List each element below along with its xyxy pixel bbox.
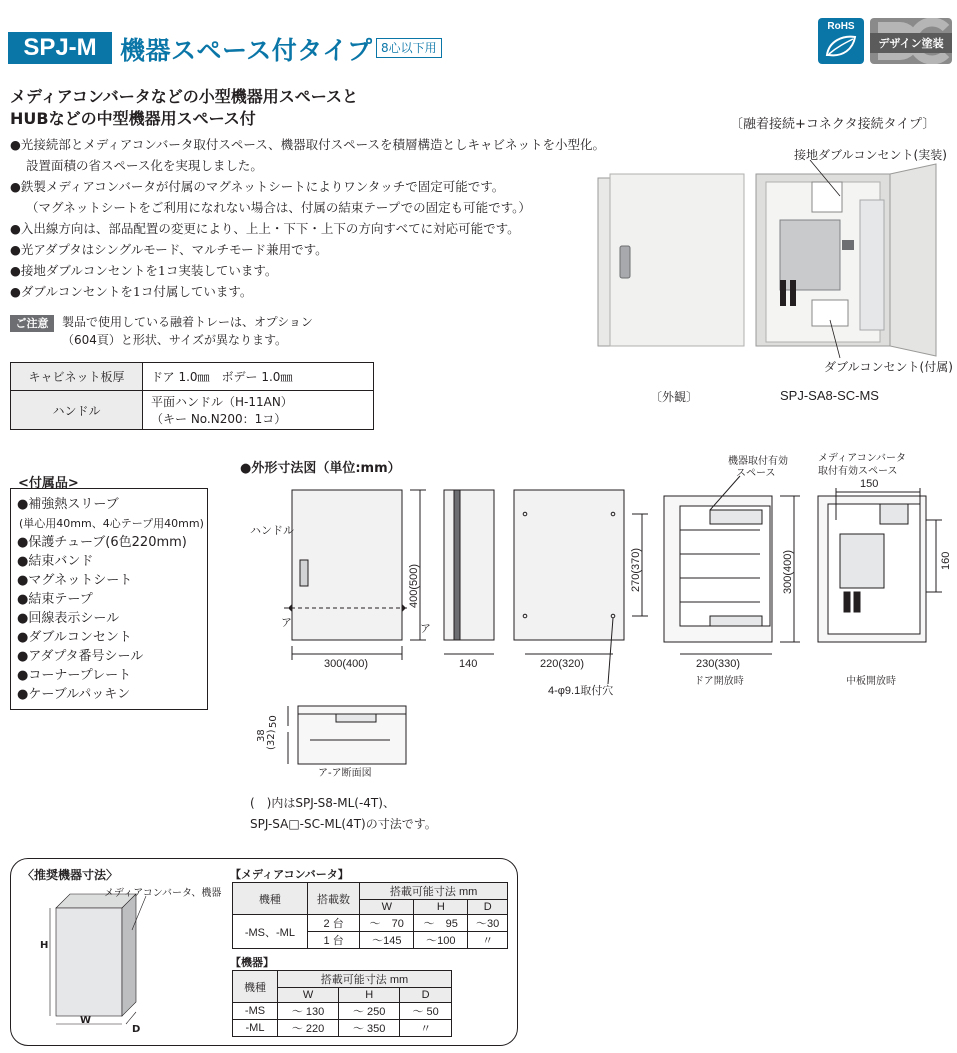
feature-item: ●光アダプタはシングルモード、マルチモード兼用です。 [10, 242, 328, 257]
spec-key: ハンドル [11, 391, 143, 430]
headline-line: メディアコンバータなどの小型機器用スペースと [10, 87, 359, 106]
header-d: D [400, 988, 452, 1003]
mc-dimension-table [232, 882, 508, 949]
outline-drawing-title: ●外形寸法図（単位:mm） [240, 461, 401, 476]
handle-value-line: （キー No.N200：1コ） [151, 412, 287, 426]
mid-plate-open-label: 中板開放時 [846, 676, 896, 687]
core-count-tag: 8心以下用 [376, 38, 442, 58]
recommended-title: 〈推奨機器寸法〉 [22, 868, 119, 882]
cell-w: ～145 [360, 932, 414, 949]
dimension-note-line: ( )内はSPJ-S8-ML(-4T)、 [250, 796, 395, 810]
rohs-label: RoHS [827, 21, 855, 32]
product-photo [590, 160, 950, 360]
model-number: SPJ-SA8-SC-MS [780, 388, 879, 403]
spec-key: キャビネット板厚 [11, 363, 143, 391]
cell-d: 〃 [400, 1020, 452, 1037]
feature-item: ●接地ダブルコンセントを1コ実装しています。 [10, 263, 278, 278]
dim-width-220: 220(320) [540, 658, 585, 670]
list-item: ●結束テープ [17, 592, 93, 607]
cell-h: ～ 250 [339, 1003, 400, 1020]
device-space-label: 機器取付有効 [728, 456, 788, 467]
list-item: (単心用40mm、4心テープ用40mm) [19, 517, 204, 530]
mc-space-label: メディアコンバータ [818, 453, 906, 464]
dim-section-38: 38 [256, 729, 267, 742]
device-space-label-2: スペース [736, 468, 776, 479]
caution-line: （604頁）と形状、サイズが異なります。 [62, 333, 287, 347]
list-item: ●ダブルコンセント [17, 630, 132, 645]
dim-section-32: (32) [266, 729, 277, 750]
feature-item: 設置面積の省スペース化を実現しました。 [26, 158, 263, 173]
device-dimension-table [232, 970, 452, 1037]
headline-line: HUBなどの中型機器用スペース付 [10, 109, 256, 128]
outline-drawing [240, 470, 952, 790]
cell-d: ～ 50 [400, 1003, 452, 1020]
axis-w-label: W [80, 1015, 92, 1026]
mc-table-title: 【メディアコンバータ】 [230, 868, 349, 881]
table-row [233, 1020, 452, 1037]
device-box-label: メディアコンバータ、機器 [104, 888, 222, 899]
cell-w: ～ 220 [277, 1020, 338, 1037]
header-h: H [339, 988, 400, 1003]
dimension-note [250, 793, 437, 835]
list-item: ●ケーブルパッキン [17, 687, 131, 702]
cell-h: ～ 350 [339, 1020, 400, 1037]
type-label: 〔融着接続+コネクタ接続タイプ〕 [730, 117, 936, 132]
feature-list [10, 134, 605, 302]
table-row [11, 363, 374, 391]
feature-item: （マグネットシートをご利用になれない場合は、付属の結束テープでの固定も可能です。） [26, 200, 531, 215]
cell-h: ～ 95 [414, 915, 468, 932]
dim-section-50: 50 [268, 715, 279, 728]
cell-w: ～ 70 [360, 915, 414, 932]
list-item: ●保護チューブ(6色220mm) [17, 535, 187, 550]
header-dims: 搭載可能寸法 mm [277, 971, 451, 988]
header-h: H [414, 900, 468, 915]
dim-depth-140: 140 [459, 658, 478, 670]
table-row [233, 971, 452, 988]
header-dims: 搭載可能寸法 mm [360, 883, 508, 900]
accessories-list [10, 488, 208, 710]
cell-qty: 2 台 [307, 915, 359, 932]
table-row [11, 391, 374, 430]
dimension-note-line: SPJ-SA□-SC-ML(4T)の寸法です。 [250, 817, 437, 831]
design-paint-badge [870, 18, 952, 64]
spec-value [143, 391, 374, 430]
table-row [233, 915, 508, 932]
dim-width-300: 300(400) [324, 658, 369, 670]
handle-label: ハンドル [250, 525, 294, 537]
exterior-label: 〔外観〕 [650, 390, 699, 404]
feature-item: ●鉄製メディアコンバータが付属のマグネットシートによりワンタッチで固定可能です。 [10, 179, 505, 194]
header-w: W [360, 900, 414, 915]
feature-item: ●光接続部とメディアコンバータ取付スペース、機器取付スペースを積層構造としキャビネットを小型化。 [10, 137, 606, 152]
dim-width-150: 150 [860, 478, 879, 490]
caution-tag: ご注意 [10, 315, 54, 332]
device-box-diagram [36, 890, 156, 1040]
cell-model: -MS、-ML [233, 915, 308, 949]
header-model: 機種 [233, 971, 278, 1003]
cell-model: -ML [233, 1020, 278, 1037]
feature-item: ●ダブルコンセントを1コ付属しています。 [10, 284, 253, 299]
leaf-icon [823, 33, 859, 59]
cell-qty: 1 台 [307, 932, 359, 949]
outlet-included-label: ダブルコンセント(付属) [824, 360, 953, 374]
axis-d-label: D [132, 1024, 141, 1035]
caution-text [62, 313, 313, 349]
dim-height-160: 160 [940, 551, 952, 570]
axis-h-label: H [40, 940, 49, 951]
product-code: SPJ-M [8, 32, 112, 64]
dim-height-400: 400(500) [408, 563, 420, 608]
list-item: ●マグネットシート [17, 573, 133, 588]
table-row [233, 1003, 452, 1020]
list-item: ●コーナープレート [17, 668, 132, 683]
mc-space-label-2: 取付有効スペース [818, 466, 898, 477]
cell-d: 〃 [468, 932, 508, 949]
dim-height-300: 300(400) [782, 549, 794, 594]
device-table-title: 【機器】 [230, 956, 274, 969]
feature-item: ●入出線方向は、部品配置の変更により、上上・下下・上下の方向すべてに対応可能です。 [10, 221, 520, 236]
caution-line: 製品で使用している融着トレーは、オプション [62, 315, 313, 329]
list-item: ●結束バンド [17, 554, 94, 569]
header-model: 機種 [233, 883, 308, 915]
header-d: D [468, 900, 508, 915]
handle-value-line: 平面ハンドル（H-11AN） [151, 395, 293, 409]
dim-width-230: 230(330) [696, 658, 741, 670]
headline [10, 86, 358, 130]
header-qty: 搭載数 [307, 883, 359, 915]
list-item: ●回線表示シール [17, 611, 120, 626]
cell-d: ～30 [468, 915, 508, 932]
spec-value: ドア 1.0㎜ ボデー 1.0㎜ [143, 363, 374, 391]
cell-h: ～100 [414, 932, 468, 949]
list-item: ●アダプタ番号シール [17, 649, 144, 664]
section-mark-right: ア [420, 623, 431, 635]
design-paint-label: デザイン塗装 [870, 33, 952, 53]
cell-w: ～ 130 [277, 1003, 338, 1020]
dim-height-270: 270(370) [630, 547, 642, 592]
outlet-mounted-label: 接地ダブルコンセント(実装) [794, 148, 947, 162]
list-item: ●補強熱スリーブ [17, 497, 119, 512]
door-open-label: ドア開放時 [694, 676, 744, 687]
header-w: W [277, 988, 338, 1003]
spec-table [10, 362, 374, 430]
mounting-holes-label: 4-φ9.1取付穴 [548, 685, 614, 697]
page-title: 機器スペース付タイプ [120, 36, 373, 65]
accessories-title: <付属品> [18, 476, 79, 491]
section-view-label: ア-ア断面図 [318, 768, 372, 779]
table-row [233, 883, 508, 900]
cell-model: -MS [233, 1003, 278, 1020]
section-mark-left: ア [281, 617, 292, 629]
rohs-badge [818, 18, 864, 64]
